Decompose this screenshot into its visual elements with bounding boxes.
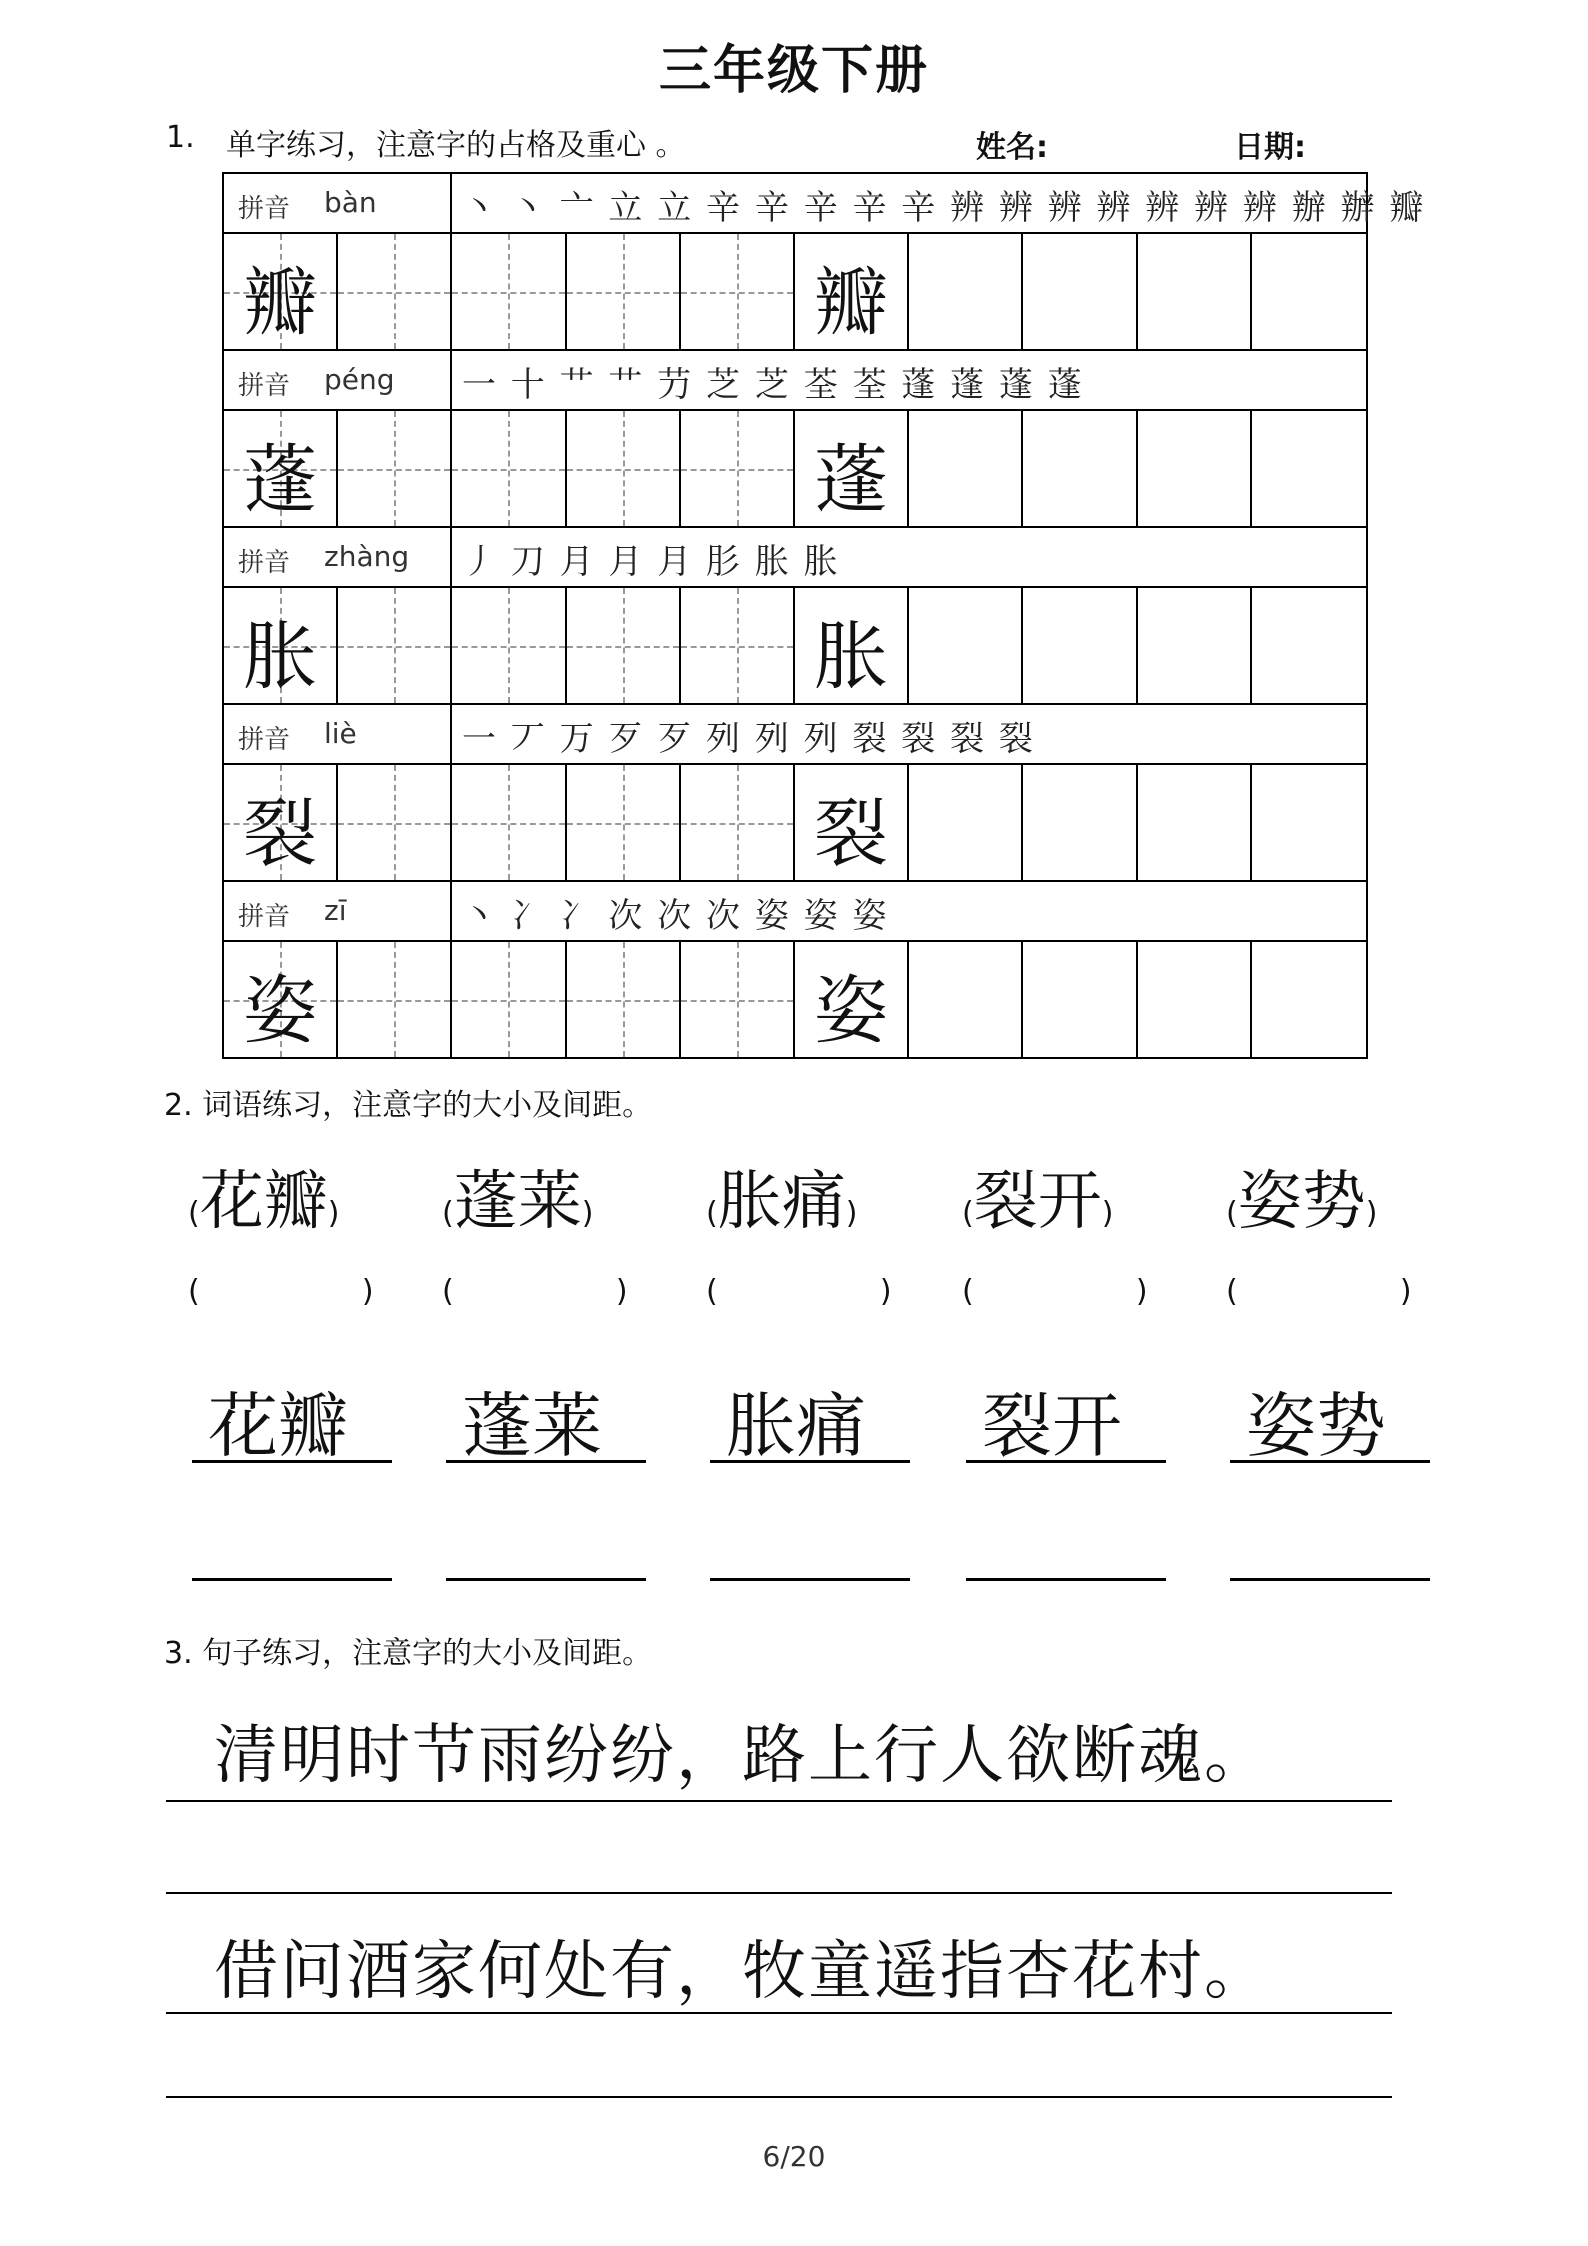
model-character: 姿 — [243, 968, 318, 1054]
pinyin-row — [222, 172, 1426, 232]
word: 胀痛 — [717, 1165, 846, 1239]
practice-box[interactable] — [338, 411, 452, 526]
practice-box[interactable] — [1252, 765, 1366, 880]
model-character: 胀 — [243, 614, 318, 700]
pinyin-value: liè — [324, 717, 357, 750]
stroke-order: 一 丆 万 歹 歹 列 列 列 裂 裂 裂 裂 — [462, 719, 1035, 759]
practice-box[interactable] — [452, 942, 566, 1057]
practice-box[interactable] — [1138, 234, 1252, 349]
practice-box[interactable] — [567, 942, 681, 1057]
practice-box[interactable] — [1138, 765, 1252, 880]
practice-box[interactable] — [338, 234, 452, 349]
open-paren: ( — [706, 1196, 718, 1231]
word-with-parens — [706, 1150, 857, 1242]
model-character: 瓣 — [814, 260, 889, 346]
practice-box[interactable] — [452, 588, 566, 703]
writing-line[interactable] — [446, 1578, 646, 1581]
practice-box[interactable] — [909, 765, 1023, 880]
pinyin-row — [222, 349, 1368, 409]
writing-line[interactable] — [192, 1460, 392, 1463]
writing-line[interactable] — [166, 2012, 1392, 2014]
word-with-parens — [1226, 1150, 1377, 1242]
practice-box[interactable] — [1252, 942, 1366, 1057]
character-row — [222, 940, 1368, 1059]
practice-box[interactable] — [1138, 942, 1252, 1057]
character-row — [222, 763, 1368, 880]
practice-box[interactable] — [795, 765, 909, 880]
practice-box[interactable] — [1023, 411, 1137, 526]
practice-box[interactable] — [681, 234, 795, 349]
writing-line[interactable] — [166, 2096, 1392, 2098]
character-row — [222, 586, 1368, 703]
word-with-parens — [962, 1150, 1113, 1242]
practice-box[interactable] — [909, 411, 1023, 526]
stroke-order: 丶 冫 冫 次 次 次 姿 姿 姿 — [462, 896, 889, 936]
pinyin-blank[interactable]: ( ) — [442, 1274, 628, 1309]
writing-line[interactable] — [166, 1800, 1392, 1802]
pinyin-label: 拼音 — [238, 548, 291, 578]
model-character: 姿 — [814, 968, 889, 1054]
model-character: 胀 — [814, 614, 889, 700]
practice-box[interactable] — [224, 942, 338, 1057]
writing-line[interactable] — [166, 1892, 1392, 1894]
pinyin-label: 拼音 — [238, 902, 291, 932]
practice-box[interactable] — [1252, 588, 1366, 703]
practice-box[interactable] — [1023, 942, 1137, 1057]
open-paren: ( — [1226, 1196, 1238, 1231]
stroke-order: 丿 刀 月 月 月 肜 胀 胀 — [462, 542, 840, 582]
word: 裂开 — [973, 1165, 1102, 1239]
word: 姿势 — [1237, 1165, 1366, 1239]
practice-box[interactable] — [567, 411, 681, 526]
word-with-parens — [442, 1150, 593, 1242]
close-paren: ) — [581, 1196, 594, 1231]
model-character: 裂 — [814, 791, 889, 877]
trace-word: 裂开 — [982, 1385, 1122, 1467]
practice-box[interactable] — [452, 765, 566, 880]
sentence-1: 清明时节雨纷纷，路上行人欲断魂。 — [214, 1719, 1270, 1793]
stroke-order: 丶 丶 亠 立 立 辛 辛 辛 辛 辛 辨 辨 辨 辨 辨 辨 辨 辦 辦 瓣 — [462, 188, 1426, 228]
model-character: 蓬 — [243, 437, 318, 523]
model-character: 裂 — [243, 791, 318, 877]
close-paren: ) — [1101, 1196, 1114, 1231]
practice-box[interactable] — [338, 765, 452, 880]
section3-heading: 3. 句子练习，注意字的大小及间距。 — [164, 1636, 653, 1671]
writing-line[interactable] — [966, 1460, 1166, 1463]
pinyin-label: 拼音 — [238, 371, 291, 401]
page-title: 三年级下册 — [658, 41, 929, 101]
writing-line[interactable] — [1230, 1460, 1430, 1463]
section1-heading: 单字练习，注意字的占格及重心 。 — [226, 128, 686, 163]
pinyin-row — [222, 703, 1368, 763]
pinyin-cell — [224, 174, 452, 232]
practice-box[interactable] — [795, 411, 909, 526]
practice-box[interactable] — [795, 234, 909, 349]
trace-word: 胀痛 — [726, 1385, 866, 1467]
pinyin-cell — [224, 528, 452, 586]
writing-line[interactable] — [1230, 1578, 1430, 1581]
date-label: 日期: — [1234, 130, 1306, 165]
pinyin-row — [222, 880, 1368, 940]
pinyin-blank[interactable]: ( ) — [962, 1274, 1148, 1309]
pinyin-value: péng — [324, 363, 395, 396]
pinyin-cell — [224, 351, 452, 409]
practice-box[interactable] — [1023, 234, 1137, 349]
practice-box[interactable] — [224, 588, 338, 703]
practice-box[interactable] — [452, 234, 566, 349]
practice-box[interactable] — [909, 588, 1023, 703]
writing-line[interactable] — [192, 1578, 392, 1581]
section2-heading: 2. 词语练习，注意字的大小及间距。 — [164, 1088, 653, 1123]
practice-box[interactable] — [1023, 588, 1137, 703]
practice-box[interactable] — [452, 411, 566, 526]
name-label: 姓名: — [976, 130, 1048, 165]
writing-line[interactable] — [710, 1460, 910, 1463]
word: 蓬莱 — [453, 1165, 582, 1239]
open-paren: ( — [188, 1196, 200, 1231]
trace-word: 花瓣 — [208, 1385, 348, 1467]
writing-line[interactable] — [966, 1578, 1166, 1581]
pinyin-blank[interactable]: ( ) — [706, 1274, 892, 1309]
pinyin-label: 拼音 — [238, 194, 291, 224]
pinyin-value: zhàng — [324, 540, 410, 573]
section1-number: 1. — [166, 120, 195, 155]
stroke-order: 一 十 艹 艹 芀 芝 芝 荃 荃 蓬 蓬 蓬 蓬 — [462, 365, 1084, 405]
character-row — [222, 409, 1368, 526]
practice-box[interactable] — [567, 234, 681, 349]
practice-box[interactable] — [567, 588, 681, 703]
character-practice-grid — [222, 172, 1426, 1059]
close-paren: ) — [327, 1196, 340, 1231]
practice-box[interactable] — [1252, 234, 1366, 349]
sentence-2: 借问酒家何处有，牧童遥指杏花村。 — [214, 1935, 1270, 2009]
practice-box[interactable] — [338, 588, 452, 703]
practice-box[interactable] — [681, 411, 795, 526]
page-number: 6/20 — [762, 2140, 826, 2173]
practice-box[interactable] — [909, 234, 1023, 349]
model-character: 瓣 — [243, 260, 318, 346]
practice-box[interactable] — [1023, 765, 1137, 880]
model-character: 蓬 — [814, 437, 889, 523]
practice-box[interactable] — [224, 765, 338, 880]
pinyin-value: bàn — [324, 186, 377, 219]
trace-word: 蓬莱 — [462, 1385, 602, 1467]
pinyin-blank[interactable]: ( ) — [188, 1274, 374, 1309]
practice-box[interactable] — [1138, 588, 1252, 703]
open-paren: ( — [442, 1196, 454, 1231]
writing-line[interactable] — [446, 1460, 646, 1463]
practice-box[interactable] — [795, 588, 909, 703]
practice-box[interactable] — [795, 942, 909, 1057]
practice-box[interactable] — [224, 234, 338, 349]
pinyin-cell — [224, 705, 452, 763]
pinyin-label: 拼音 — [238, 725, 291, 755]
pinyin-row — [222, 526, 1368, 586]
pinyin-cell — [224, 882, 452, 940]
practice-box[interactable] — [224, 411, 338, 526]
practice-box[interactable] — [681, 942, 795, 1057]
open-paren: ( — [962, 1196, 974, 1231]
close-paren: ) — [845, 1196, 858, 1231]
word-with-parens — [188, 1150, 339, 1242]
character-row — [222, 232, 1368, 349]
trace-word: 姿势 — [1246, 1385, 1386, 1467]
practice-box[interactable] — [1252, 411, 1366, 526]
pinyin-blank[interactable]: ( ) — [1226, 1274, 1412, 1309]
practice-box[interactable] — [909, 942, 1023, 1057]
practice-box[interactable] — [338, 942, 452, 1057]
practice-box[interactable] — [681, 765, 795, 880]
practice-box[interactable] — [567, 765, 681, 880]
practice-box[interactable] — [681, 588, 795, 703]
writing-line[interactable] — [710, 1578, 910, 1581]
pinyin-value: zī — [324, 894, 347, 927]
practice-box[interactable] — [1138, 411, 1252, 526]
word: 花瓣 — [199, 1165, 328, 1239]
close-paren: ) — [1365, 1196, 1378, 1231]
